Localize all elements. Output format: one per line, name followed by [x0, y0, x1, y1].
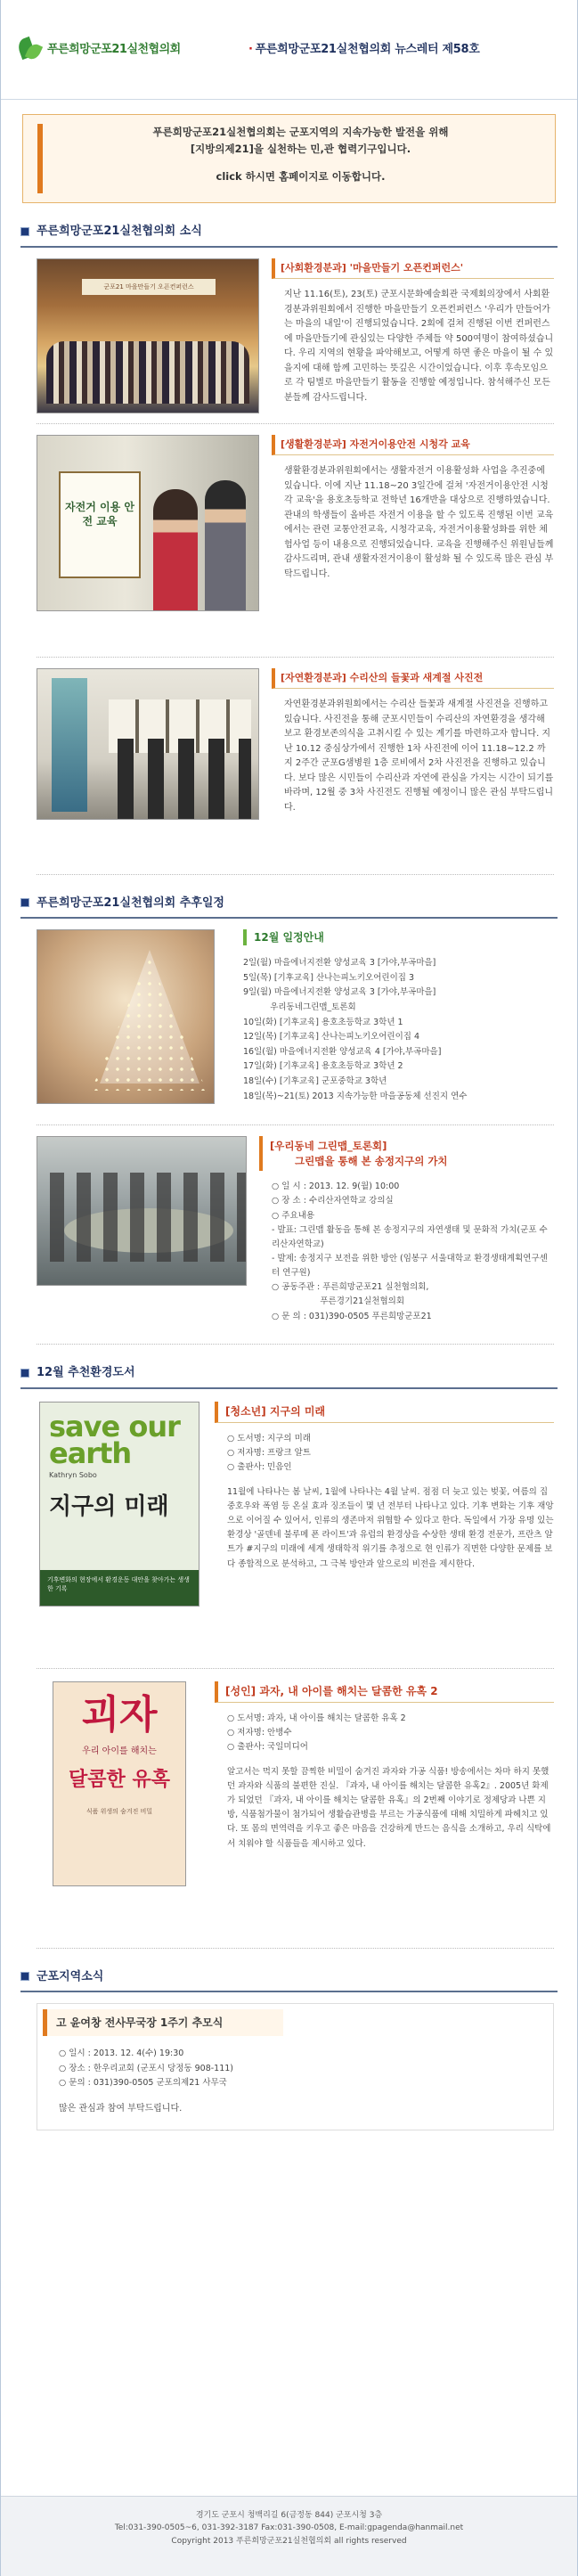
square-bullet-icon [20, 1972, 29, 1981]
news-photo [37, 668, 259, 862]
photo-exhibition-photo [37, 668, 259, 820]
schedule-row: 우리동네그린맵_토론회 [243, 1002, 356, 1012]
event-block [37, 1136, 554, 1345]
schedule-title: 12월 일정안내 [243, 929, 324, 945]
news-body: 자연환경분과위원회에서는 수리산 들꽃과 새계절 사진전을 진행하고 있습니다. 사진전을 통해 군포시민들이 수리산의 자연환경을 생각해 보고 환경보존의식을 고취시킬 수 있는 계기를 마련하고자 합니다. 지난 10.12 중심상가에서 진행한 1차 사진전에 이어 11.18~12.2 까지 2주간 군포G샘병원 1층 로비에서 2차 사진전을 진행하고 있습니다. 보다 많은 시민들이 수리산과 자연에 관심을 가지는 시간이 되기를 바라며, 12월 중 3차 사진전도 진행될 예정이니 많은 관심 부탁드립니다. [284, 699, 554, 813]
footer-contact: Tel:031-390-0505~6, 031-392-3187 Fax:031-390-0508, E-mail:gpagenda@hanmail.net [114, 2523, 464, 2533]
book-meta-row: ○ 저자명: 프랑크 알트 [227, 1447, 311, 1458]
book-content [215, 1402, 554, 1654]
book-cover [37, 1681, 202, 1934]
section-header-local [20, 1968, 558, 1993]
book-meta-row: ○ 출판사: 민음인 [227, 1461, 292, 1472]
banner-link-text[interactable]: click 하시면 홈페이지로 이동합니다. [216, 169, 386, 183]
news-content [272, 258, 554, 411]
event-row: ○ 일 시 : 2013. 12. 9(월) 10:00 [272, 1182, 400, 1192]
event-row: 푸른경기21실천협의회 [272, 1296, 405, 1307]
book-cover-snack [53, 1681, 186, 1886]
banner-text [55, 124, 546, 193]
bike-education-photo [37, 435, 259, 611]
schedule-row: 9일(월) 마을에너지전환 양성교육 3 [가야,부곡마을] [243, 987, 436, 998]
event-content [259, 1136, 554, 1331]
logo[interactable] [17, 35, 213, 65]
schedule-block [37, 929, 554, 1125]
book-review [37, 1681, 554, 1949]
event-row: ○ 장 소 : 수리산자연학교 강의실 [272, 1196, 394, 1206]
news-body: 생활환경분과위원회에서는 생활자전거 이용활성화 사업을 추진중에 있습니다. 이에 지난 11.18~20 3일간에 걸쳐 '자전거이용안전 시청각 교육'을 용호초등학교 전학년 16개반을 대상으로 진행하였습니다. 관내의 학생들이 올바른 자전거 이용을 할 수 있도록 진행된 이번 교육에서는 관련 교통안전교육, 시청각교육, 자전거이용활성화를 위한 체험사업 등이 내용으로 진행되었습니다. 교육을 진행해주신 위원님들께 감사드리며, 관내 생활자전거이용이 활성화 될 수 있도록 많은 관심 부탁드립니다. [284, 466, 554, 579]
book-cover [37, 1402, 202, 1654]
news-item [37, 668, 554, 875]
schedule-row: 10일(화) [기후교육] 용호초등학교 3학년 1 [243, 1017, 403, 1027]
event-title-line-1: [우리동네 그린맵_토론회] [270, 1140, 387, 1152]
event-photo [37, 1136, 247, 1331]
banner-line-2: [지방의제21]을 실천하는 민,관 협력기구입니다. [190, 142, 411, 155]
christmas-tree-photo [37, 929, 215, 1104]
book-content [215, 1681, 554, 1934]
cover-title: 괴자 [81, 1691, 158, 1738]
book-body: 알고서는 먹지 못할 끔찍한 비밀이 숨겨진 과자와 가공 식품! 방송에서는 차마 하지 못했던 과자와 식품의 불편한 진실. 『과자, 내 아이를 해치는 달콤한 유혹2』. 2005년 화제가 되었던 『과자, 내 아이를 해치는 달콤한 유혹』의 2번째 이야기로 정제당과 나쁜 지방, 식품첨가물이 첨가되어 생활습관병을 부르는 가공식품에 대해 치밀하게 파헤치고 있다. 또 몸의 면역력을 키우고 좋은 마음을 건강하게 만드는 음식을 소개하고, 우리 식탁에서 치워야 할 식품들을 제시하고 있다. [227, 1766, 551, 1849]
book-title[interactable]: [성인] 과자, 내 아이를 해치는 달콤한 유혹 2 [215, 1681, 554, 1703]
book-meta-row: ○ 도서명: 과자, 내 아이를 해치는 달콤한 유혹 2 [227, 1713, 406, 1723]
book-meta-row: ○ 저자명: 안병수 [227, 1727, 292, 1738]
schedule-row: 16일(월) 마을에너지전환 양성교육 4 [가야,부곡마을] [243, 1046, 442, 1057]
news-body: 지난 11.16(토), 23(토) 군포시문화예술회관 국제회의장에서 사회환경분과위원회에서 진행한 마을만들기 오픈컨퍼런스 '우리가 만들어가는 마을의 내일'이 진행되었습니다. 2회에 걸쳐 진행된 이번 컨퍼런스에 마을만들기에 관심있는 다양한 주체들 약 500여명이 참여하셨습니다. 우리 지역의 현황을 파악해보고, 어떻게 하면 좋은 마을이 될 수 있을지에 대해 함께 고민하는 뜻깊은 시간이었습니다. 이후 후속모임으로 각 팀별로 마을만들기 활동을 진행할 예정입니다. 참석해주신 모든 분들께 감사드립니다. [284, 290, 554, 403]
event-row: - 발표: 그린맵 활동을 통해 본 송정지구의 자연생태 및 문화적 가치(군포 수리산자연학교) [272, 1224, 548, 1249]
leaf-logo-icon [17, 35, 44, 65]
logo-text: 푸른희망군포21실천협의회 [47, 42, 181, 56]
homepage-banner[interactable] [22, 114, 556, 203]
event-row: ○ 공동주관 : 푸른희망군포21 실천협의회, [272, 1282, 429, 1293]
news-item [37, 435, 554, 658]
local-news-title[interactable]: 고 윤여창 전사무국장 1주기 추모식 [43, 2009, 283, 2036]
section-header-schedule [20, 895, 558, 920]
news-item [37, 258, 554, 424]
header [1, 0, 577, 100]
book-meta-row: ○ 출판사: 국일미디어 [227, 1741, 308, 1752]
local-news-row: ○ 장소 : 한우리교회 (군포시 당정동 908-111) [59, 2063, 234, 2073]
photo-sign-text: 군포21 마을만들기 오픈컨퍼런스 [82, 279, 216, 295]
news-title[interactable]: [사회환경분과] '마을만들기 오픈컨퍼런스' [272, 258, 554, 280]
local-news-closing: 많은 관심과 참여 부탁드립니다. [59, 2103, 183, 2114]
news-content [272, 435, 554, 644]
schedule-row: 17일(화) [기후교육] 용호초등학교 3학년 2 [243, 1061, 403, 1072]
cover-author: Kathryn Sobo [49, 1471, 97, 1480]
event-title-line-2: 그린맵을 통해 본 송정지구의 가치 [295, 1154, 448, 1167]
newsletter-title-text: 푸른희망군포21실천협의회 뉴스레터 제58호 [255, 42, 480, 56]
cover-korean-title: 지구의 미래 [49, 1493, 169, 1521]
news-content [272, 668, 554, 862]
schedule-row: 2일(월) 마을에너지전환 양성교육 3 [가야,부곡마을] [243, 958, 436, 968]
cover-title: save our earth [49, 1409, 180, 1470]
book-cover-earth [39, 1402, 199, 1607]
section-header-news [20, 223, 558, 248]
book-meta-row: ○ 도서명: 지구의 미래 [227, 1433, 311, 1443]
section-title: 군포지역소식 [37, 1969, 104, 1983]
schedule-list [227, 929, 554, 1112]
book-meta [215, 1432, 554, 1475]
schedule-row: 5일(목) [기후교육] 산나는피노키오어린이집 3 [243, 972, 414, 983]
event-row: ○ 문 의 : 031)390-0505 푸른희망군포21 [272, 1311, 432, 1321]
book-review [37, 1402, 554, 1669]
book-title[interactable]: [청소년] 지구의 미래 [215, 1402, 554, 1423]
cover-subtitle-2: 달콤한 유혹 [69, 1768, 170, 1791]
cover-band-text: 기후변화의 현장에서 환경운동 대안을 찾아가는 생생한 기록 [40, 1570, 199, 1606]
book-body: 11월에 나타나는 봄 날씨, 1월에 나타나는 4월 날씨. 점점 더 늦고 있는 벚꽃, 여름의 집중호우와 폭염 등 온실 효과 징조들이 몇 년 전부터 나타나고 있다. 기후 변화는 기후 재앙으로 이어질 수 있어서, 인류의 생존마저 위협할 수 있다고 한다. 독일에서 가장 유명 있는 환경상 '골덴네 불루메 폰 라이트'과 유럽의 환경상을 수상한 생태 환경 전문가, 프란츠 알트가 #지구의 미래에 세계 생태학적 위기를 추정으로 현 인류가 직면한 다양한 문제를 보다 종합적으로 분석하고, 그 극복 방안과 앞으로의 비전을 제시한다. [227, 1486, 554, 1569]
news-title[interactable]: [생활환경분과] 자전거이용안전 시청각 교육 [272, 435, 554, 456]
schedule-photo [37, 929, 215, 1112]
news-title[interactable]: [자연환경분과] 수리산의 들꽃과 새계절 사진전 [272, 668, 554, 690]
cover-tagline: 식품 위생의 숨겨진 비밀 [85, 1807, 153, 1815]
section-title: 12월 추천환경도서 [37, 1366, 135, 1379]
footer [1, 2496, 577, 2576]
banner-accent-bar [37, 124, 43, 193]
footer-address: 경기도 군포시 청백리길 6(금정동 844) 군포시청 3층 [195, 2511, 383, 2520]
conference-photo [37, 258, 259, 413]
local-news-row: ○ 문의 : 031)390-0505 군포의제21 사무국 [59, 2078, 227, 2089]
news-photo [37, 435, 259, 644]
section-title: 푸른희망군포21실천협의회 소식 [37, 225, 202, 238]
schedule-row: 18일(수) [기후교육] 군포중학교 3학년 [243, 1076, 387, 1086]
footer-copyright: Copyright 2013 푸른희망군포21실천협의회 all rights reserved [171, 2536, 407, 2546]
book-meta [215, 1712, 554, 1754]
section-header-books [20, 1364, 558, 1389]
event-row: - 발제: 송정지구 보전을 위한 방안 (임봉구 서울대학교 환경생태계획연구센터 연구원) [272, 1254, 548, 1279]
square-bullet-icon [20, 227, 29, 236]
section-title: 푸른희망군포21실천협의회 추후일정 [37, 895, 224, 910]
news-photo [37, 258, 259, 411]
cover-subtitle: 우리 아이를 해치는 [82, 1746, 157, 1756]
local-news-item [37, 2003, 554, 2130]
meeting-photo [37, 1136, 247, 1286]
photo-sign-text: 자전거 이용 안전 교육 [59, 471, 141, 578]
local-news-row: ○ 일시 : 2013. 12. 4(수) 19:30 [59, 2049, 184, 2058]
schedule-row: 18일(목)~21(토) 2013 지속가능한 마을공동체 선진지 연수 [243, 1091, 468, 1101]
square-bullet-icon [20, 898, 29, 907]
bullet-icon: · [248, 42, 253, 56]
newsletter-title [248, 41, 479, 59]
schedule-row: 12일(목) [기후교육] 산나는피노키오어린이집 4 [243, 1032, 420, 1043]
banner-line-1: 푸른희망군포21실천협의회는 군포지역의 지속가능한 발전을 위해 [152, 126, 449, 138]
event-title[interactable] [259, 1136, 554, 1171]
square-bullet-icon [20, 1369, 29, 1378]
event-row: ○ 주요내용 [272, 1210, 315, 1221]
